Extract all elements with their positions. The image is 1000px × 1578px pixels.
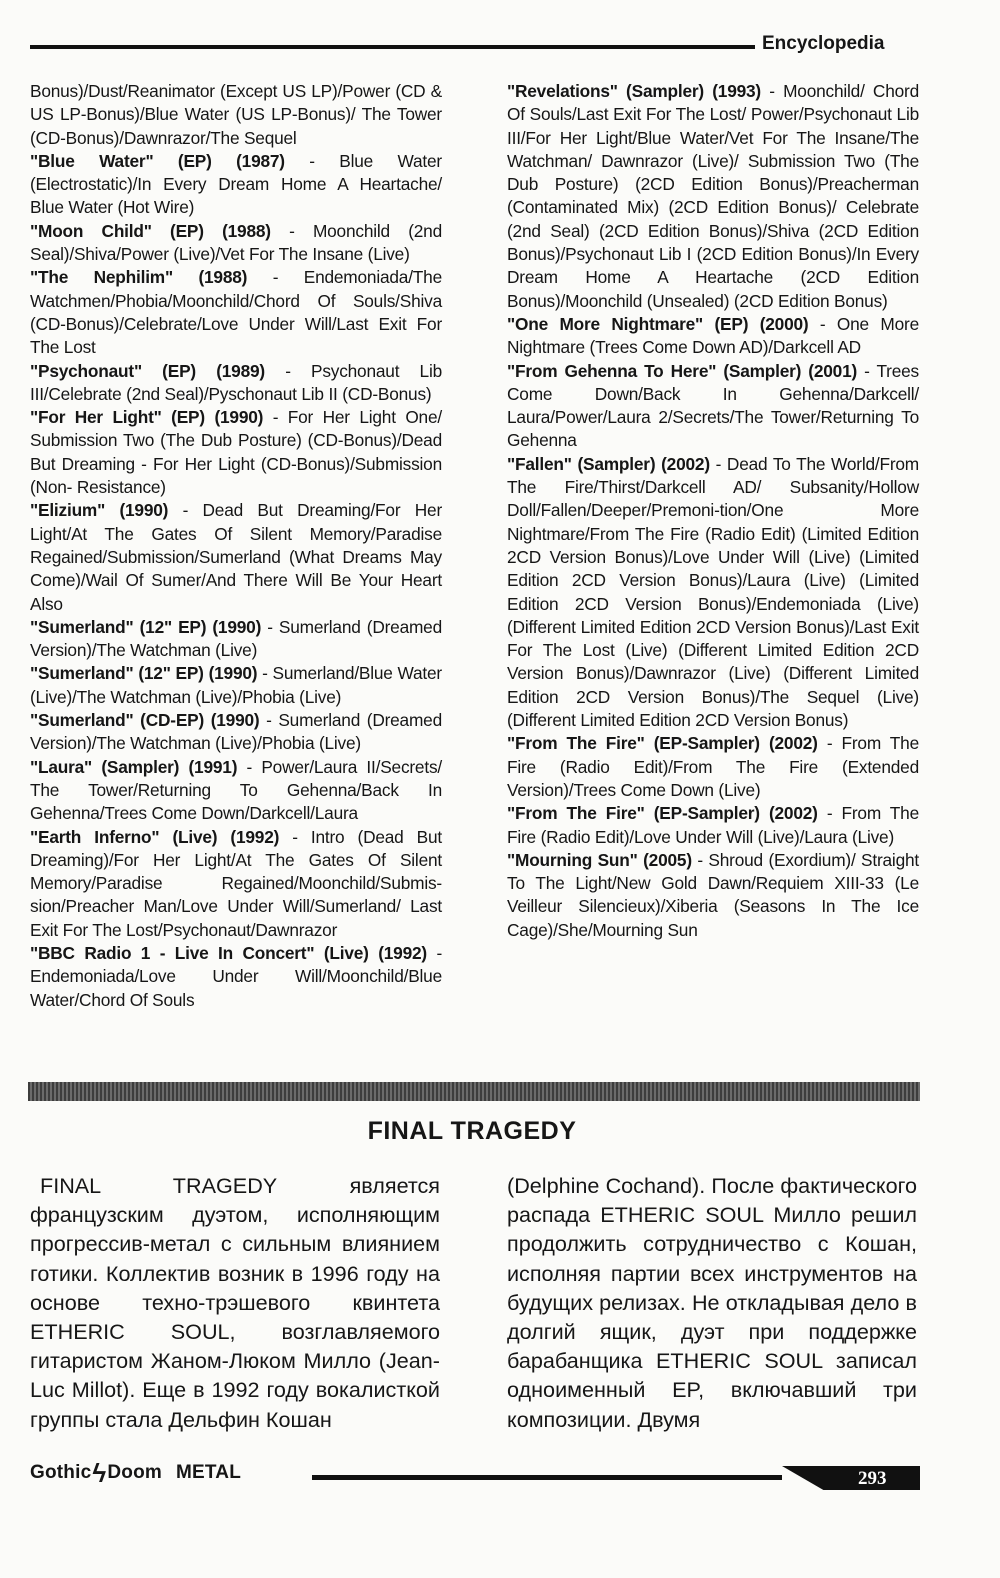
entry-title: "Sumerland" (CD-EP) (1990) [30, 710, 260, 731]
entry-title: "Sumerland" (12" EP) (1990) [30, 616, 262, 637]
discography-entry [30, 499, 442, 615]
lightning-bolt-icon: ϟ [92, 1458, 107, 1488]
article-paragraph: (Delphine Cochand). После фактического распада ETHERIC SOUL Милло решил продолжить сотрудничество с Кошан, исполняя партии всех инструментов на будущих релизах. Не откладывая дело в долгий ящик, дуэт при поддержке барабанщика ETHERIC SOUL записал одноименный EP, включавший три композиции. Двумя [507, 1173, 917, 1432]
discography-entry [30, 80, 442, 150]
discography-entry [507, 849, 919, 942]
discography-entry [30, 616, 442, 663]
entry-title: "Elizium" (1990) [30, 500, 169, 521]
discography-entry [507, 313, 919, 360]
entry-title: "Blue Water" (EP) (1987) [30, 150, 285, 171]
discography-entry [507, 453, 919, 733]
discography-entry [30, 662, 442, 709]
entry-tracks: - Shroud (Exordium)/ Straight To The Light/New Gold Dawn/Requiem XIII-33 (Le Veilleur Silencieux)/Xiberia (Seasons In The Ice Cage)/She/Mourning Sun [507, 849, 919, 940]
discography-entry [30, 942, 442, 1012]
entry-tracks: - Power/Laura II/Secrets/ The Tower/Returning To Gehenna/Back In Gehenna/Trees Come Down/Darkcell/Laura [30, 756, 442, 824]
discography-entry [507, 802, 919, 849]
entry-title: "Revelations" (Sampler) (1993) [507, 81, 761, 101]
entry-tracks: Bonus)/Dust/Reanimator (Except US LP)/Power (CD & US LP-Bonus)/Blue Water (US LP-Bonus)/ The Tower (CD-Bonus)/Dawnrazor/The Sequel [30, 81, 442, 148]
entry-tracks: - Endemoniada/The Watchmen/Phobia/Moonchild/Chord Of Souls/Shiva (CD-Bonus)/Celebrate/Love Under Will/Last Exit For The Lost [30, 267, 442, 358]
discography-entry [507, 80, 919, 313]
entry-title: "Moon Child" (EP) (1988) [30, 220, 271, 241]
entry-tracks: - Psychonaut Lib III/Celebrate (2nd Seal)/Pyschonaut Lib II (CD-Bonus) [30, 360, 443, 404]
entry-title: "From The Fire" (EP-Sampler) (2002) [507, 803, 818, 824]
entry-tracks: - Dead To The World/From The Fire/Thirst/Darkcell AD/ Subsanity/Hollow Doll/Fallen/Deeper/Premoni-tion/One More Nightmare/From The Fire (Radio Edit) (Limited Edition 2CD Version Bonus)/Love Under Will (Live) (Limited Edition 2CD Version Bonus)/Laura (Live) (Limited Edition 2CD Version Bonus)/Endemoniada (Live) (Different Limited Edition 2CD Version Bonus)/Last Exit For The Lost (Live) (Different Limited Edition 2CD Version Bonus)/Dawnrazor (Live) (Different Limited Edition 2CD Version Bonus)/The Sequel (Live) (Different Limited Edition 2CD Version Bonus) [507, 453, 919, 731]
section-header-title: Encyclopedia [762, 33, 885, 54]
entry-tracks: - Blue Water (Electrostatic)/In Every Dream Home A Heartache/ Blue Water (Hot Wire) [30, 150, 442, 218]
discography-entry [30, 826, 442, 942]
discography-entry [30, 406, 442, 499]
brand-gothic: Gothic [30, 1462, 92, 1483]
article-title: FINAL TRAGEDY [367, 1117, 577, 1145]
article-column-left [30, 1171, 440, 1434]
discography-entry [30, 756, 442, 826]
discography-entry [30, 220, 442, 267]
entry-title: "From Gehenna To Here" (Sampler) (2001) [507, 360, 858, 381]
entry-title: "BBC Radio 1 - Live In Concert" (Live) (1992) [30, 942, 427, 963]
magazine-brand [30, 1458, 241, 1489]
entry-title: "Earth Inferno" (Live) (1992) [30, 826, 280, 847]
entry-tracks: - Moonchild/ Chord Of Souls/Last Exit For The Lost/ Power/Psychonaut Lib III/For Her Light/Blue Water/Vet For The Insane/The Watchman/ Dawnrazor (Live)/ Submission Two (The Dub Posture) (2CD Edition Bonus)/Preacherman (Contaminated Mix) (2CD Edition Bonus)/ Celebrate (2nd Seal) (2CD Edition Bonus)/Shiva (2CD Edition Bonus)/Psychonaut Lib I (2CD Edition Bonus)/In Every Dream Home A Heartache (2CD Edition Bonus)/Moonchild (Unsealed) (2CD Edition Bonus) [507, 81, 920, 311]
entry-title: "From The Fire" (EP-Sampler) (2002) [507, 733, 818, 754]
discography-entry [30, 266, 442, 359]
entry-title: "Mourning Sun" (2005) [507, 849, 692, 870]
entry-title: "The Nephilim" (1988) [30, 267, 248, 288]
discography-column-right [507, 80, 919, 942]
entry-tracks: - For Her Light One/ Submission Two (The Dub Posture) (CD-Bonus)/Dead But Dreaming - For Her Light (CD-Bonus)/Submission (Non- Resistance) [30, 407, 442, 498]
section-divider-band [28, 1082, 920, 1101]
article-column-right [507, 1171, 917, 1434]
entry-tracks: - Sumerland/Blue Water (Live)/The Watchman (Live)/Phobia (Live) [30, 663, 442, 707]
entry-title: "Psychonaut" (EP) (1989) [30, 360, 265, 381]
discography-entry [507, 732, 919, 802]
entry-title: "One More Nightmare" (EP) (2000) [507, 313, 809, 334]
discography-column-left [30, 80, 442, 1012]
footer-rule [312, 1475, 782, 1480]
entry-tracks: - Endemoniada/Love Under Will/Moonchild/Blue Water/Chord Of Souls [30, 942, 442, 1010]
entry-tracks: - From The Fire (Radio Edit)/Love Under Will (Live)/Laura (Live) [507, 803, 919, 847]
entry-tracks: - Dead But Dreaming/For Her Light/At The Gates Of Silent Memory/Paradise Regained/Submission/Sumerland (What Dreams May Come)/Wail Of Sumer/And There Will Be Your Heart Also [30, 500, 442, 614]
discography-entry [30, 709, 442, 756]
discography-entry [30, 150, 442, 220]
brand-metal: METAL [175, 1462, 242, 1483]
entry-tracks: - Trees Come Down/Back In Gehenna/Darkcell/ Laura/Power/Laura 2/Secrets/The Tower/Returning To Gehenna [507, 360, 919, 451]
entry-title: "Laura" (Sampler) (1991) [30, 756, 238, 777]
entry-title: "For Her Light" (EP) (1990) [30, 407, 264, 428]
header-rule [30, 45, 755, 49]
entry-title: "Fallen" (Sampler) (2002) [507, 453, 710, 474]
entry-tracks: - Sumerland (Dreamed Version)/The Watchman (Live) [30, 616, 442, 661]
discography-entry [507, 360, 919, 453]
article-paragraph: FINAL TRAGEDY является французским дуэтом, исполняющим прогрессив-метал с сильным влиянием готики. Коллектив возник в 1996 году на основе техно-трэшевого квинтета ETHERIC SOUL, возглавляемого гитаристом Жаном-Люком Милло (Jean-Luc Millot). Еще в 1992 году вокалисткой группы стала Дельфин Кошан [30, 1173, 440, 1432]
page-number-tab [782, 1466, 920, 1490]
entry-tracks: - Moonchild (2nd Seal)/Shiva/Power (Live)/Vet For The Insane (Live) [30, 220, 442, 265]
entry-title: "Sumerland" (12" EP) (1990) [30, 663, 258, 684]
entry-tracks: - Sumerland (Dreamed Version)/The Watchman (Live)/Phobia (Live) [30, 710, 442, 754]
discography-entry [30, 360, 442, 407]
entry-tracks: - One More Nightmare (Trees Come Down AD)/Darkcell AD [507, 313, 919, 358]
brand-doom: Doom [107, 1462, 162, 1483]
entry-tracks: - Intro (Dead But Dreaming)/For Her Light/At The Gates Of Silent Memory/Paradise Regained/Moonchild/Submis-sion/Preacher Man/Love Under Will/Sumerland/ Last Exit For The Lost/Psychonaut/Dawnrazor [30, 826, 442, 940]
page-number: 293 [858, 1468, 887, 1489]
entry-tracks: - From The Fire (Radio Edit)/From The Fire (Extended Version)/Trees Come Down (Live) [507, 733, 919, 800]
